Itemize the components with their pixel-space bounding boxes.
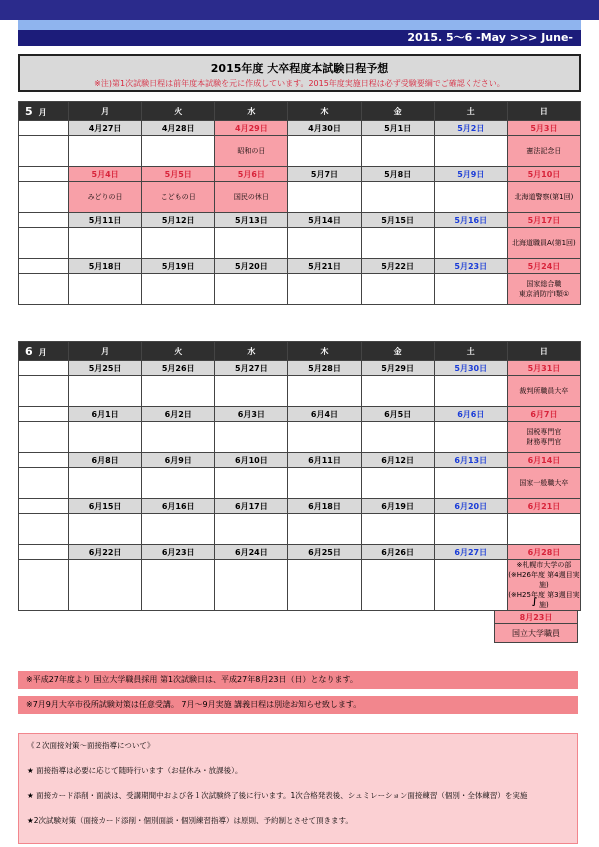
date-cell: 5月26日: [142, 361, 215, 376]
weekday-header: 日: [507, 342, 580, 361]
date-cell: 5月18日: [69, 259, 142, 274]
event-cell: [69, 468, 142, 499]
event-cell: [361, 228, 434, 259]
date-cell: 5月25日: [69, 361, 142, 376]
date-cell: 6月15日: [69, 499, 142, 514]
event-cell: [69, 228, 142, 259]
weekday-header: 金: [361, 102, 434, 121]
event-cell: [288, 228, 361, 259]
weekday-header: 火: [142, 342, 215, 361]
date-cell: 6月9日: [142, 453, 215, 468]
header-title: 2015. 5～6 -May >>> June-: [18, 30, 581, 46]
event-cell: [288, 560, 361, 611]
event-cell: [142, 274, 215, 305]
event-cell: [288, 182, 361, 213]
weekday-header: 土: [434, 342, 507, 361]
weekday-header: 日: [507, 102, 580, 121]
date-cell: 6月13日: [434, 453, 507, 468]
row-spacer: [19, 136, 69, 167]
note-city-office: ※7月9月大卒市役所試験対策は任意受講。 7月～9月実施 講義日程は別途お知らせ致します。: [18, 696, 578, 714]
event-cell: [288, 274, 361, 305]
month-number: 5: [25, 104, 33, 118]
event-cell: 北海道職員A(第1回): [507, 228, 580, 259]
event-cell: [215, 376, 288, 407]
event-cell: [142, 468, 215, 499]
event-cell: [215, 514, 288, 545]
date-cell: 5月28日: [288, 361, 361, 376]
date-cell: 6月25日: [288, 545, 361, 560]
event-cell: [434, 560, 507, 611]
row-spacer: [19, 407, 69, 422]
row-spacer: [19, 259, 69, 274]
event-cell: [288, 422, 361, 453]
continuation-mark: ∫: [532, 597, 538, 607]
date-cell: 6月27日: [434, 545, 507, 560]
row-spacer: [19, 468, 69, 499]
event-cell: 憲法記念日: [507, 136, 580, 167]
june-calendar: [18, 341, 581, 611]
event-cell: [288, 514, 361, 545]
event-cell: [507, 514, 580, 545]
event-cell: 国民の休日: [215, 182, 288, 213]
event-cell: [69, 274, 142, 305]
date-cell: 6月5日: [361, 407, 434, 422]
event-cell: [69, 514, 142, 545]
interview-guidance-box: [18, 733, 578, 844]
date-cell: 5月24日: [507, 259, 580, 274]
weekday-header: 月: [69, 102, 142, 121]
date-cell: 6月11日: [288, 453, 361, 468]
row-spacer: [19, 376, 69, 407]
row-spacer: [19, 499, 69, 514]
event-cell: [361, 274, 434, 305]
row-spacer: [19, 560, 69, 611]
row-spacer: [19, 514, 69, 545]
event-cell: [142, 376, 215, 407]
event-cell: みどりの日: [69, 182, 142, 213]
row-spacer: [19, 361, 69, 376]
date-cell: 6月7日: [507, 407, 580, 422]
interview-item: ★ 面接指導は必要に応じて随時行います（お昼休み・放課後）。: [27, 766, 243, 775]
date-cell: 5月19日: [142, 259, 215, 274]
event-cell: [434, 376, 507, 407]
row-spacer: [19, 545, 69, 560]
date-cell: 6月8日: [69, 453, 142, 468]
top-band: [0, 0, 599, 20]
date-cell: 5月30日: [434, 361, 507, 376]
month-suffix: 月: [38, 107, 47, 117]
date-cell: 6月19日: [361, 499, 434, 514]
event-cell: [434, 514, 507, 545]
date-cell: 6月28日: [507, 545, 580, 560]
date-cell: 6月18日: [288, 499, 361, 514]
date-cell: 6月2日: [142, 407, 215, 422]
row-spacer: [19, 182, 69, 213]
event-cell: [142, 560, 215, 611]
date-cell: 4月29日: [215, 121, 288, 136]
interview-item: ★ 面接カード添削・面談は、受講期間中および各１次試験終了後に行います。1次合格発表後、シュミレーション面接練習（個別・全体練習）を実施: [27, 791, 528, 800]
interview-heading: 《２次面接対策～面接指導について》: [27, 741, 155, 750]
date-cell: 5月9日: [434, 167, 507, 182]
date-cell: 5月7日: [288, 167, 361, 182]
event-cell: [434, 182, 507, 213]
date-cell: 6月20日: [434, 499, 507, 514]
event-cell: [69, 376, 142, 407]
event-cell: [215, 468, 288, 499]
event-cell: [288, 136, 361, 167]
date-cell: 5月6日: [215, 167, 288, 182]
event-cell: [142, 228, 215, 259]
event-cell: 裁判所職員大卒: [507, 376, 580, 407]
event-cell: [361, 422, 434, 453]
event-cell: [361, 136, 434, 167]
event-cell: [361, 376, 434, 407]
date-cell: 6月3日: [215, 407, 288, 422]
event-cell: [69, 422, 142, 453]
event-cell: [142, 514, 215, 545]
event-cell: [215, 274, 288, 305]
event-cell: [434, 468, 507, 499]
event-cell: [434, 228, 507, 259]
weekday-header: 水: [215, 342, 288, 361]
event-cell: 国家総合職 東京消防庁Ⅰ類①: [507, 274, 580, 305]
date-cell: 6月1日: [69, 407, 142, 422]
interview-item: ★2次試験対策（面接カード添削・個別面談・個別練習指導）は原則、予約制とさせて頂きます。: [27, 816, 353, 825]
date-cell: 6月22日: [69, 545, 142, 560]
date-cell: 5月2日: [434, 121, 507, 136]
date-cell: 6月26日: [361, 545, 434, 560]
date-cell: 5月16日: [434, 213, 507, 228]
weekday-header: 月: [69, 342, 142, 361]
date-cell: 5月10日: [507, 167, 580, 182]
date-cell: 5月22日: [361, 259, 434, 274]
date-cell: 5月20日: [215, 259, 288, 274]
date-cell: 5月11日: [69, 213, 142, 228]
event-cell: [434, 136, 507, 167]
date-cell: 5月21日: [288, 259, 361, 274]
event-cell: 北海道警察(第1回): [507, 182, 580, 213]
month-suffix: 月: [38, 347, 47, 357]
date-cell: 4月27日: [69, 121, 142, 136]
event-cell: [361, 182, 434, 213]
event-cell: [215, 422, 288, 453]
month-number: 6: [25, 344, 33, 358]
row-spacer: [19, 274, 69, 305]
month-label: [19, 342, 69, 361]
event-cell: 国家一般職大卒: [507, 468, 580, 499]
date-cell: 4月28日: [142, 121, 215, 136]
date-cell: 5月4日: [69, 167, 142, 182]
date-cell: 6月6日: [434, 407, 507, 422]
weekday-header: 火: [142, 102, 215, 121]
date-cell: 5月27日: [215, 361, 288, 376]
event-cell: こどもの日: [142, 182, 215, 213]
date-cell: 6月14日: [507, 453, 580, 468]
date-cell: 6月23日: [142, 545, 215, 560]
weekday-header: 木: [288, 342, 361, 361]
event-cell: [434, 422, 507, 453]
date-cell: 6月12日: [361, 453, 434, 468]
event-cell: [215, 228, 288, 259]
may-calendar: [18, 101, 581, 305]
header-accent-band: [18, 20, 581, 30]
row-spacer: [19, 213, 69, 228]
date-cell: 6月24日: [215, 545, 288, 560]
date-cell: 6月21日: [507, 499, 580, 514]
date-cell: 5月23日: [434, 259, 507, 274]
event-cell: [142, 136, 215, 167]
month-label: [19, 102, 69, 121]
weekday-header: 木: [288, 102, 361, 121]
page-title: 2015年度 大卒程度本試験日程予想: [210, 62, 389, 75]
event-cell: [361, 514, 434, 545]
title-note: ※注)第1次試験日程は前年度本試験を元に作成しています。2015年度実施日程は必ず受験要綱でご確認ください。: [94, 79, 505, 88]
extra-date: 8月23日: [494, 610, 578, 624]
date-cell: 5月31日: [507, 361, 580, 376]
event-cell: [361, 468, 434, 499]
date-cell: 6月4日: [288, 407, 361, 422]
date-cell: 5月17日: [507, 213, 580, 228]
event-cell: [215, 560, 288, 611]
date-cell: 5月1日: [361, 121, 434, 136]
event-cell: [434, 274, 507, 305]
date-cell: 6月16日: [142, 499, 215, 514]
row-spacer: [19, 228, 69, 259]
date-cell: 5月14日: [288, 213, 361, 228]
row-spacer: [19, 121, 69, 136]
date-cell: 5月13日: [215, 213, 288, 228]
date-cell: 5月29日: [361, 361, 434, 376]
event-cell: ※札幌市大学の部 (※H26年度 第4週目実施) (※H25年度 第3週目実施): [508, 561, 580, 609]
date-cell: 5月15日: [361, 213, 434, 228]
date-cell: 6月17日: [215, 499, 288, 514]
event-cell: [142, 422, 215, 453]
row-spacer: [19, 422, 69, 453]
weekday-header: 水: [215, 102, 288, 121]
event-cell: [288, 468, 361, 499]
event-cell: [361, 560, 434, 611]
date-cell: 5月8日: [361, 167, 434, 182]
event-cell: [69, 560, 142, 611]
date-cell: 5月12日: [142, 213, 215, 228]
date-cell: 5月5日: [142, 167, 215, 182]
weekday-header: 金: [361, 342, 434, 361]
event-cell: [69, 136, 142, 167]
weekday-header: 土: [434, 102, 507, 121]
extra-event: 国立大学職員: [494, 623, 578, 643]
title-box: [18, 54, 581, 92]
event-cell: 国税専門官 財務専門官: [507, 422, 580, 453]
date-cell: 6月10日: [215, 453, 288, 468]
date-cell: 4月30日: [288, 121, 361, 136]
event-cell: 昭和の日: [215, 136, 288, 167]
row-spacer: [19, 167, 69, 182]
event-cell: [288, 376, 361, 407]
date-cell: 5月3日: [507, 121, 580, 136]
row-spacer: [19, 453, 69, 468]
note-national-university: ※平成27年度より 国立大学職員採用 第1次試験日は、平成27年8月23日（日）となります。: [18, 671, 578, 689]
